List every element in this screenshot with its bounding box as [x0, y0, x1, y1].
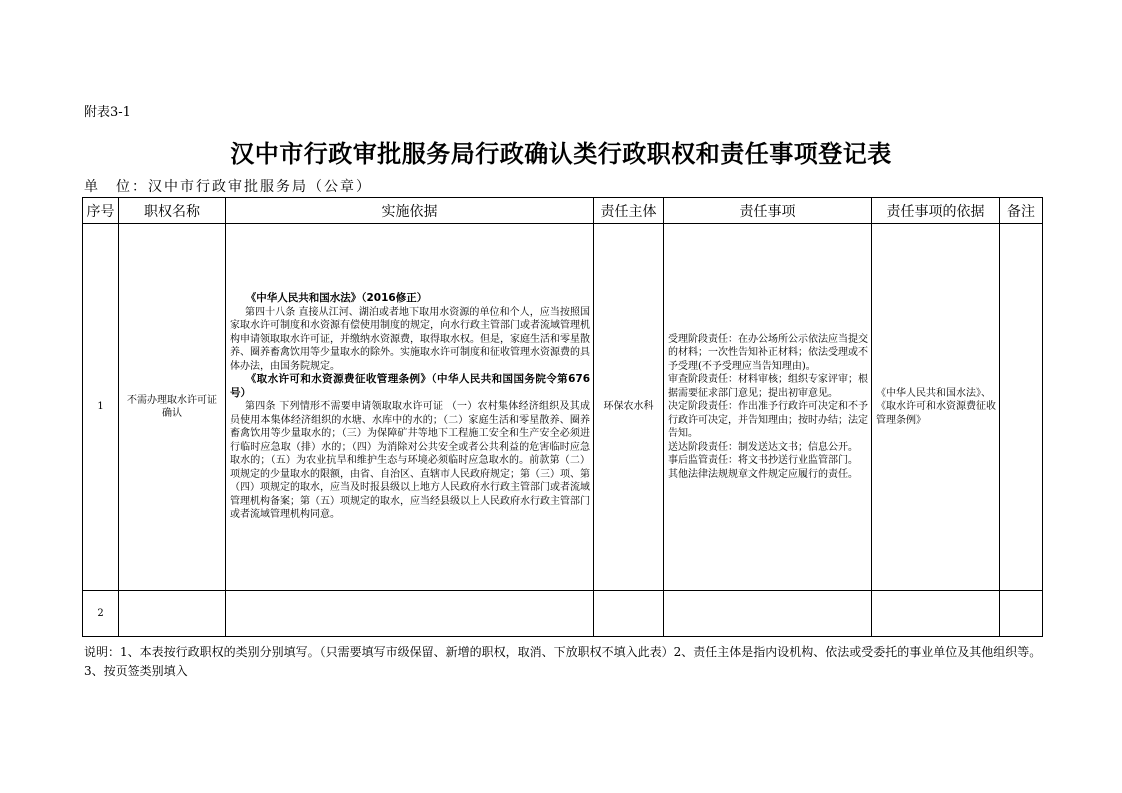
duties-cell	[664, 591, 872, 637]
page-title: 汉中市行政审批服务局行政确认类行政职权和责任事项登记表	[230, 140, 892, 168]
power-name	[119, 591, 226, 637]
remark	[1000, 591, 1043, 637]
legal-basis	[226, 224, 594, 591]
unit-line: 单 位：汉中市行政审批服务局（公章）	[84, 179, 372, 195]
duty-delivery: 送达阶段责任：制发送达文书；信息公开。	[668, 441, 858, 453]
law-title-water-law: 《中华人民共和国水法》（2016修正）	[245, 292, 428, 305]
duty-basis: 《中华人民共和国水法》、《取水许可和水资源费征收管理条例》	[872, 224, 1000, 591]
row-no: 2	[83, 591, 119, 637]
responsible-subject	[594, 591, 664, 637]
duties-cell	[664, 224, 872, 591]
duty-basis	[872, 591, 1000, 637]
table-row	[83, 224, 1043, 591]
registration-table	[82, 197, 1043, 637]
duty-acceptance: 受理阶段责任：在办公场所公示依法应当提交的材料；一次性告知补正材料；依法受理或不予受理(不予受理应当告知理由)。	[668, 333, 868, 372]
law-title-water-permit-regulation: 《取水许可和水资源费征收管理条例》（中华人民共和国国务院令第676号）	[230, 373, 590, 399]
col-header-subject: 责任主体	[594, 198, 664, 224]
law-text-water-permit-regulation: 第四条 下列情形不需要申请领取取水许可证 （一）农村集体经济组织及其成员使用本集体经济组织的水塘、水库中的水的；（二）家庭生活和零星散养、圈养畜禽饮用等少量取水的；（三）为保障矿井等地下工程施工安全和生产安全必须进行临时应急取（排）水的；（四）为消除对公共安全或者公共利益的危害临时应急取水的；（五）为农业抗旱和维护生态与环境必须临时应急取水的。前款第（二）项规定的少量取水的限额，由省、自治区、直辖市人民政府规定；第（三）项、第（四）项规定的取水，应当及时报县级以上地方人民政府水行政主管部门或者流域管理机构备案；第（五）项规定的取水，应当经县级以上人民政府水行政主管部门或者流域管理机构同意。	[230, 401, 590, 521]
row-no: 1	[83, 224, 119, 591]
power-name: 不需办理取水许可证确认	[119, 224, 226, 591]
col-header-name: 职权名称	[119, 198, 226, 224]
duty-other: 其他法律法规规章文件规定应履行的责任。	[668, 468, 858, 480]
col-header-duties: 责任事项	[664, 198, 872, 224]
col-header-remark: 备注	[1000, 198, 1043, 224]
col-header-basis: 实施依据	[226, 198, 594, 224]
law-text-water-law: 第四十八条 直接从江河、湖泊或者地下取用水资源的单位和个人，应当按照国家取水许可制度和水资源有偿使用制度的规定，向水行政主管部门或者流域管理机构申请领取取水许可证，并缴纳水资源费，取得取水权。但是，家庭生活和零星散养、圈养畜禽饮用等少量取水的除外。实施取水许可制度和征收管理水资源费的具体办法，由国务院规定。	[230, 306, 590, 372]
remark	[1000, 224, 1043, 591]
responsible-subject: 环保农水科	[594, 224, 664, 591]
attachment-label: 附表3-1	[84, 105, 131, 120]
col-header-duty-basis: 责任事项的依据	[872, 198, 1000, 224]
duty-review: 审查阶段责任：材料审核；组织专家评审；根据需要征求部门意见；提出初审意见。	[668, 374, 868, 399]
table-row	[83, 591, 1043, 637]
footnote: 说明：1、本表按行政职权的类别分别填写。（只需要填写市级保留、新增的职权，取消、下放职权不填入此表）2、责任主体是指内设机构、依法或受委托的事业单位及其他组织等。3、按页签类别填入	[84, 645, 1042, 678]
duty-decision: 决定阶段责任：作出准予行政许可决定和不予行政许可决定，并告知理由；按时办结；法定告知。	[668, 401, 868, 440]
duty-supervision: 事后监管责任：将文书抄送行业监管部门。	[668, 455, 858, 467]
legal-basis	[226, 591, 594, 637]
table-header-row	[83, 198, 1043, 224]
col-header-no: 序号	[83, 198, 119, 224]
